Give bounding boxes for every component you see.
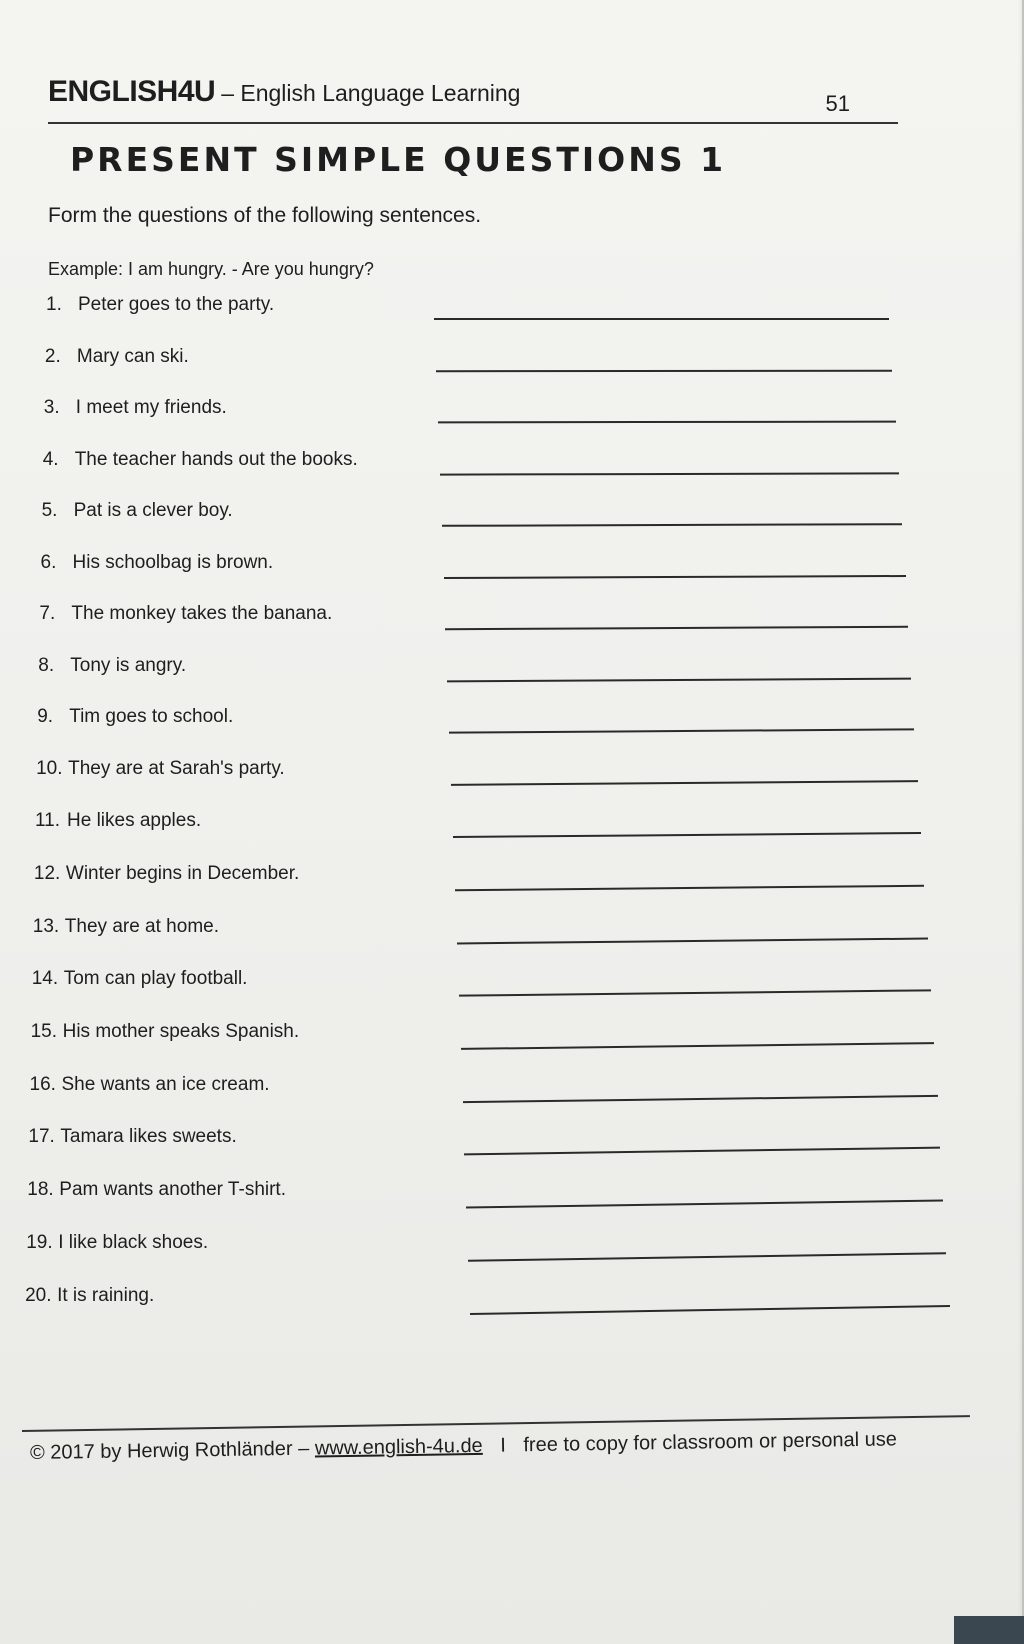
exercise-text: They are at home.	[64, 915, 219, 937]
answer-line[interactable]	[466, 1200, 943, 1209]
exercise-text: Tim goes to school.	[69, 706, 234, 727]
exercise-number: 2.	[44, 345, 61, 367]
exercise-text: Tamara likes sweets.	[60, 1126, 237, 1148]
exercise-item	[43, 449, 943, 489]
exercise-text: The teacher hands out the books.	[74, 448, 358, 470]
exercise-item	[44, 397, 944, 437]
exercise-number: 15.	[30, 1021, 58, 1042]
page-header	[48, 75, 898, 116]
exercise-number: 11.	[35, 810, 61, 832]
exercise-text: His mother speaks Spanish.	[62, 1021, 300, 1042]
example-text: Example: I am hungry. - Are you hungry?	[48, 259, 374, 279]
exercise-number: 7.	[39, 603, 56, 624]
answer-line[interactable]	[449, 728, 914, 733]
exercise-item	[34, 863, 934, 903]
exercise-sentence	[33, 916, 219, 938]
footer-usage-note: free to copy for classroom or personal use	[523, 1428, 898, 1457]
exercise-sentence	[26, 1232, 208, 1254]
exercise-text: They are at Sarah's party.	[68, 757, 285, 779]
footer-copyright: © 2017 by Herwig Rothländer –	[29, 1437, 310, 1464]
exercise-number: 1.	[46, 294, 62, 315]
exercise-item	[28, 1126, 928, 1166]
exercise-text: I meet my friends.	[75, 397, 227, 418]
exercise-item	[33, 916, 933, 956]
answer-line[interactable]	[442, 523, 902, 527]
exercise-item	[30, 1074, 930, 1114]
exercise-sentence	[35, 810, 201, 832]
answer-line[interactable]	[464, 1147, 940, 1156]
exercise-number: 4.	[42, 448, 59, 470]
exercise-text: Mary can ski.	[76, 345, 189, 367]
exercise-item	[37, 706, 937, 746]
exercise-item	[26, 1232, 926, 1272]
answer-line[interactable]	[443, 574, 905, 578]
page-number: 51	[825, 91, 850, 116]
exercise-text: Pat is a clever boy.	[73, 500, 233, 521]
exercise-sentence	[42, 500, 233, 522]
exercise-sentence	[41, 552, 274, 574]
exercise-sentence	[25, 1285, 154, 1307]
exercise-sentence	[27, 1179, 286, 1201]
exercise-item	[46, 294, 946, 334]
exercise-item	[32, 968, 932, 1008]
exercise-text: It is raining.	[57, 1284, 155, 1306]
exercise-text: Tom can play football.	[63, 968, 248, 990]
answer-line[interactable]	[436, 369, 892, 371]
exercise-sentence	[31, 1021, 300, 1043]
page-footer	[30, 1428, 897, 1465]
answer-line[interactable]	[470, 1305, 950, 1315]
exercise-number: 20.	[25, 1284, 52, 1306]
exercise-number: 19.	[26, 1231, 53, 1253]
exercise-item	[35, 810, 935, 850]
answer-line[interactable]	[457, 937, 928, 944]
exercise-text: He likes apples.	[67, 810, 202, 832]
exercise-number: 3.	[43, 397, 60, 418]
exercise-sentence	[44, 397, 227, 419]
exercise-text: Winter begins in December.	[65, 862, 300, 884]
exercise-sentence	[36, 758, 285, 780]
exercise-number: 16.	[29, 1073, 56, 1095]
exercise-number: 5.	[41, 500, 58, 521]
worksheet-title: PRESENT SIMPLE QUESTIONS 1	[70, 140, 727, 179]
exercise-item	[38, 655, 938, 695]
exercise-item	[36, 758, 936, 798]
exercise-item	[27, 1179, 927, 1219]
exercise-sentence	[43, 449, 358, 471]
exercise-number: 17.	[28, 1126, 55, 1148]
exercise-number: 14.	[31, 968, 59, 990]
exercise-item	[42, 500, 942, 540]
header-divider	[48, 122, 898, 124]
exercise-item	[41, 552, 941, 592]
answer-line[interactable]	[455, 885, 924, 892]
exercise-sentence	[28, 1126, 236, 1148]
exercise-text: Peter goes to the party.	[78, 294, 275, 315]
answer-line[interactable]	[445, 626, 908, 630]
exercise-sentence	[38, 655, 186, 677]
exercise-text: She wants an ice cream.	[61, 1073, 270, 1095]
answer-line[interactable]	[451, 780, 918, 786]
footer-url-link[interactable]: www.english-4u.de	[314, 1434, 483, 1460]
exercise-sentence	[45, 346, 189, 368]
exercise-text: Pam wants another T-shirt.	[59, 1179, 286, 1201]
answer-line[interactable]	[438, 421, 896, 424]
exercise-number: 8.	[38, 654, 55, 676]
answer-line[interactable]	[447, 677, 911, 682]
exercise-text: I like black shoes.	[58, 1231, 209, 1253]
answer-line[interactable]	[459, 990, 931, 997]
exercise-sentence	[32, 968, 248, 990]
exercise-number: 12.	[33, 862, 61, 884]
answer-line[interactable]	[463, 1095, 937, 1103]
exercise-sentence	[34, 863, 299, 885]
exercise-number: 18.	[27, 1179, 54, 1201]
answer-line[interactable]	[440, 472, 899, 475]
exercise-sentence	[39, 603, 332, 625]
exercise-text: The monkey takes the banana.	[71, 603, 333, 624]
answer-line[interactable]	[453, 832, 921, 838]
exercise-sentence	[37, 706, 233, 728]
exercise-text: His schoolbag is brown.	[72, 551, 274, 573]
exercise-item	[39, 603, 939, 643]
answer-line[interactable]	[461, 1042, 934, 1050]
brand-name: ENGLISH4U	[48, 75, 216, 108]
brand-subtitle: – English Language Learning	[221, 80, 521, 106]
exercise-item	[25, 1285, 925, 1325]
exercise-item	[31, 1021, 931, 1061]
exercise-number: 6.	[40, 551, 57, 573]
exercise-number: 13.	[32, 915, 60, 937]
answer-line[interactable]	[468, 1252, 946, 1262]
exercise-sentence	[30, 1074, 270, 1096]
footer-separator: I	[500, 1434, 507, 1457]
exercise-item	[45, 346, 945, 386]
answer-line[interactable]	[434, 318, 889, 320]
instruction-text: Form the questions of the following sentences.	[48, 204, 482, 227]
exercise-number: 10.	[36, 757, 63, 779]
exercise-text: Tony is angry.	[70, 654, 187, 676]
exercise-sentence	[46, 294, 274, 316]
exercise-number: 9.	[37, 706, 54, 727]
